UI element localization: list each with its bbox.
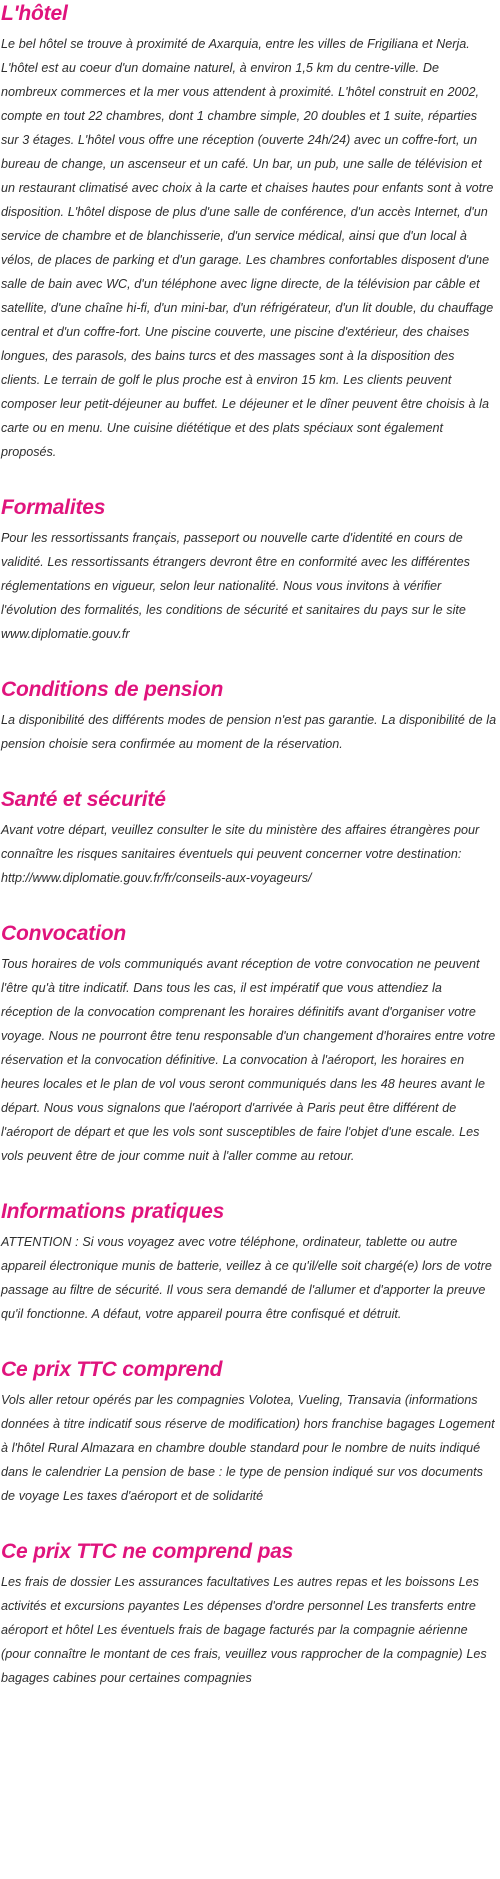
section-prix-ne-comprend-pas xyxy=(1,1538,497,1690)
section-sante-securite xyxy=(1,786,497,890)
section-text: Avant votre départ, veuillez consulter le site du ministère des affaires étrangères pour connaître les risques sanitaires éventuels qui peuvent concerner votre destination: http://www.diplomatie.gouv.fr/fr/conseils-aux-voyageurs/ xyxy=(1,823,480,885)
section-prix-comprend xyxy=(1,1356,497,1508)
section-title: L'hôtel xyxy=(1,2,68,25)
section-conditions-pension xyxy=(1,676,497,756)
section-text: Tous horaires de vols communiqués avant réception de votre convocation ne peuvent l'être qu'à titre indicatif. Dans tous les cas, il est impératif que vous attendiez la réception de la convocation comprenant les horaires définitifs avant d'organiser votre voyage. Nous ne pourront être tenu responsable d'un changement d'horaires entre votre réservation et la convocation définitive. La convocation à l'aéroport, les horaires en heures locales et le plan de vol vous seront communiqués dans les 48 heures avant le départ. Nous vous signalons que l'aéroport d'arrivée à Paris peut être différent de l'aéroport de départ et que les vols sont susceptibles de faire l'objet d'une escale. Les vols peuvent être de jour comme nuit à l'aller comme au retour. xyxy=(1,957,496,1163)
section-text: Vols aller retour opérés par les compagnies Volotea, Vueling, Transavia (informations données à titre indicatif sous réserve de modification) hors franchise bagages Logement à l'hôtel Rural Almazara en chambre double standard pour le nombre de nuits indiqué dans le calendrier La pension de base : le type de pension indiqué sur vos documents de voyage Les taxes d'aéroport et de solidarité xyxy=(1,1393,495,1503)
section-text: La disponibilité des différents modes de pension n'est pas garantie. La disponibilité de la pension choisie sera confirmée au moment de la réservation. xyxy=(1,713,497,751)
section-title: Formalites xyxy=(1,496,106,519)
section-informations-pratiques xyxy=(1,1198,497,1326)
section-title: Informations pratiques xyxy=(1,1200,225,1223)
section-formalites xyxy=(1,494,497,646)
section-title: Convocation xyxy=(1,922,126,945)
section-text: Les frais de dossier Les assurances facultatives Les autres repas et les boissons Les activités et excursions payantes Les dépenses d'ordre personnel Les transferts entre aéroport et hôtel Les éventuels frais de bagage facturés par la compagnie aérienne (pour connaître le montant de ces frais, veuillez vous rapprocher de la compagnie) Les bagages cabines pour certaines compagnies xyxy=(1,1575,487,1685)
section-text: Le bel hôtel se trouve à proximité de Axarquia, entre les villes de Frigiliana et Nerja. L'hôtel est au coeur d'un domaine naturel, à environ 1,5 km du centre-ville. De nombreux commerces et la mer vous attendent à proximité. L'hôtel construit en 2002, compte en tout 22 chambres, dont 1 chambre simple, 20 doubles et 1 suite, réparties sur 3 étages. L'hôtel vous offre une réception (ouverte 24h/24) avec un coffre-fort, un bureau de change, un ascenseur et un café. Un bar, un pub, une salle de télévision et un restaurant climatisé avec choix à la carte et chaises hautes pour enfants sont à votre disposition. L'hôtel dispose de plus d'une salle de conférence, d'un accès Internet, d'un service de chambre et de blanchisserie, d'un service médical, ainsi que d'un local à vélos, de places de parking et d'un garage. Les chambres confortables disposent d'une salle de bain avec WC, d'un téléphone avec ligne directe, de la télévision par câble et satellite, d'une chaîne hi-fi, d'un mini-bar, d'un réfrigérateur, d'un lit double, du chauffage central et d'un coffre-fort. Une piscine couverte, une piscine d'extérieur, des chaises longues, des parasols, des bains turcs et des massages sont à la disposition des clients. Le terrain de golf le plus proche est à environ 15 km. Les clients peuvent composer leur petit-déjeuner au buffet. Le déjeuner et le dîner peuvent être choisis à la carte ou en menu. Une cuisine diététique et des plats spéciaux sont également proposés. xyxy=(1,37,494,459)
section-title: Ce prix TTC comprend xyxy=(1,1358,223,1381)
section-title: Santé et sécurité xyxy=(1,788,166,811)
section-text: ATTENTION : Si vous voyagez avec votre téléphone, ordinateur, tablette ou autre appareil électronique munis de batterie, veillez à ce qu'il/elle soit chargé(e) lors de votre passage au filtre de sécurité. Il vous sera demandé de l'allumer et d'apporter la preuve qu'il fonctionne. A défaut, votre appareil pourra être confisqué et détruit. xyxy=(1,1235,492,1321)
section-hotel xyxy=(1,0,497,464)
section-title: Conditions de pension xyxy=(1,678,224,701)
section-convocation xyxy=(1,920,497,1168)
section-text: Pour les ressortissants français, passeport ou nouvelle carte d'identité en cours de validité. Les ressortissants étrangers devront être en conformité avec les différentes réglementations en vigueur, selon leur nationalité. Nous vous invitons à vérifier l'évolution des formalités, les conditions de sécurité et sanitaires du pays sur le site www.diplomatie.gouv.fr xyxy=(1,531,470,641)
section-title: Ce prix TTC ne comprend pas xyxy=(1,1540,294,1563)
